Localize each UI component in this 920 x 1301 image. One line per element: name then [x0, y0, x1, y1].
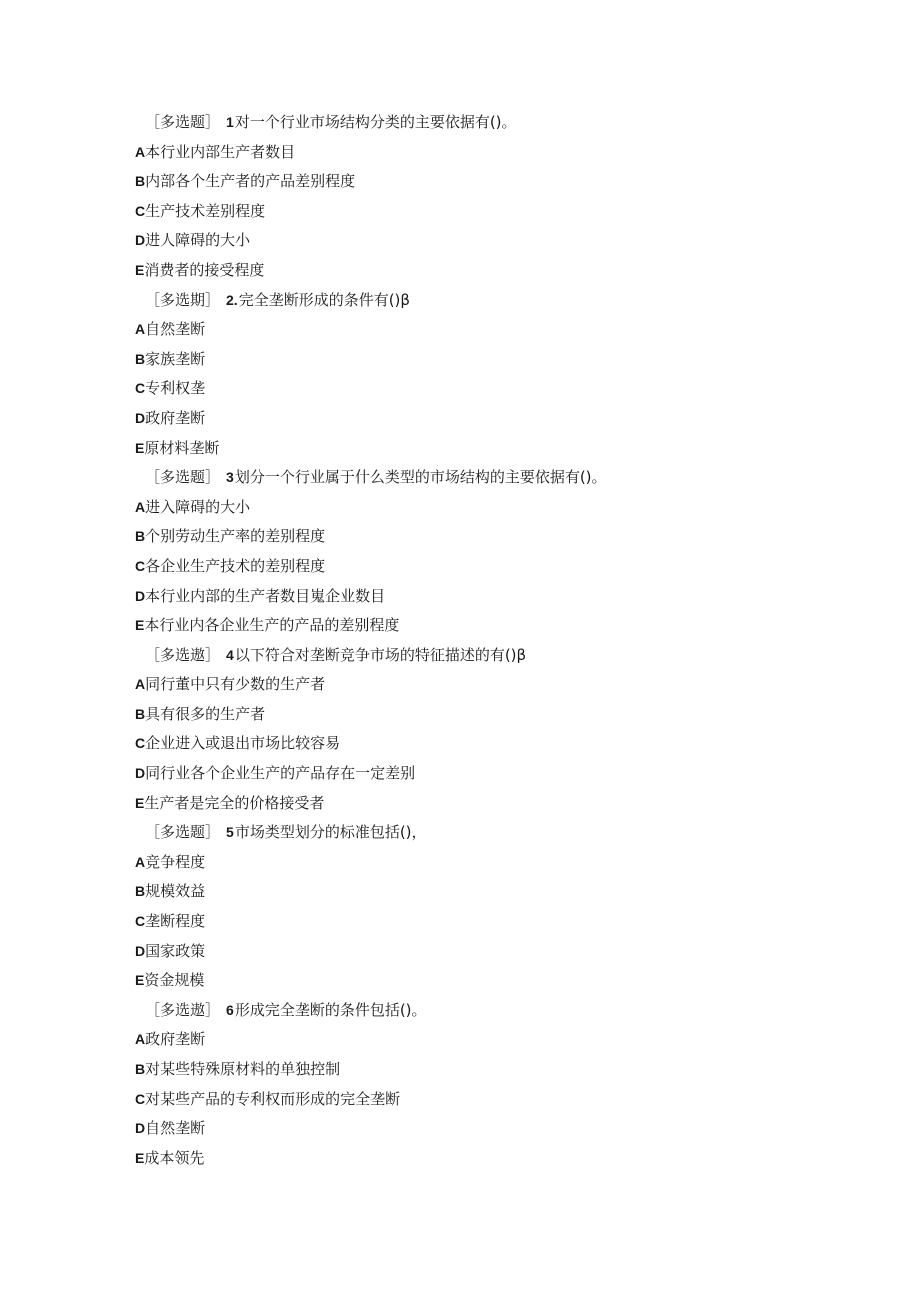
option-b	[0, 522, 920, 552]
option-letter: B	[135, 528, 146, 545]
option-d	[0, 1114, 920, 1144]
option-letter: D	[135, 587, 146, 604]
option-letter: D	[135, 409, 146, 426]
question-type-tag: ［多选遨］	[145, 1000, 221, 1019]
question-text: 形成完全垄断的条件包括()。	[234, 1000, 427, 1019]
option-text: 自然垄断	[145, 1119, 206, 1138]
option-c	[0, 197, 920, 227]
option-e	[0, 1144, 920, 1174]
option-text: 同行董中只有少数的生产者	[145, 675, 326, 694]
option-text: 进入障碍的大小	[145, 497, 251, 516]
option-text: 企业进入或退出市场比较容易	[145, 734, 341, 753]
question-5	[0, 818, 920, 848]
option-letter: E	[135, 794, 145, 811]
question-number: 5	[226, 824, 234, 841]
question-1	[0, 108, 920, 138]
option-letter: A	[135, 853, 146, 870]
option-d	[0, 404, 920, 434]
question-number: 4	[226, 646, 234, 663]
option-text: 对某些特殊原材料的单独控制	[145, 1060, 341, 1078]
option-text: 原材料垄断	[144, 438, 220, 457]
option-c	[0, 907, 920, 937]
option-a	[0, 848, 920, 878]
option-a	[0, 138, 920, 168]
question-text: 对一个行业市场结构分类的主要依据有()。	[234, 113, 517, 131]
option-text: 规模效益	[145, 882, 206, 901]
option-letter: E	[135, 261, 145, 278]
option-text: 同行业各个企业生产的产品存在一定差别	[145, 764, 416, 783]
option-letter: A	[135, 321, 146, 338]
option-d	[0, 226, 920, 256]
option-text: 国家政策	[145, 941, 206, 960]
option-e	[0, 789, 920, 819]
option-letter: B	[135, 1061, 146, 1077]
option-letter: C	[135, 380, 146, 397]
option-a	[0, 315, 920, 345]
option-text: 资金规模	[144, 971, 205, 990]
option-letter: E	[135, 1149, 145, 1166]
question-number: 3	[226, 469, 234, 486]
option-letter: D	[135, 1120, 146, 1137]
option-b	[0, 700, 920, 730]
option-text: 内部各个生产者的产品差别程度	[145, 172, 356, 191]
option-letter: D	[135, 765, 146, 782]
question-type-tag: ［多选期］	[145, 290, 221, 309]
option-c	[0, 552, 920, 582]
question-type-tag: ［多选遨］	[145, 645, 221, 664]
question-number: 2.	[226, 291, 238, 308]
option-text: 各企业生产技术的差别程度	[145, 556, 326, 575]
question-text: 市场类型划分的标准包括()，	[234, 823, 427, 842]
option-letter: E	[135, 617, 145, 634]
option-text: 生产者是完全的价格接受者	[144, 793, 325, 812]
option-b	[0, 877, 920, 907]
option-c	[0, 729, 920, 759]
option-text: 具有很多的生产者	[145, 704, 266, 723]
option-letter: D	[135, 232, 146, 249]
question-number: 1	[226, 114, 234, 130]
question-type-tag: ［多选题］	[145, 113, 221, 131]
option-letter: C	[135, 557, 146, 574]
option-text: 本行业内部的生产者数目嵬企业数目	[145, 586, 386, 605]
option-text: 专利权垄	[145, 379, 206, 398]
option-text: 成本领先	[144, 1148, 205, 1167]
option-e	[0, 611, 920, 641]
option-a	[0, 670, 920, 700]
option-letter: C	[135, 202, 146, 219]
option-e	[0, 256, 920, 286]
question-3	[0, 463, 920, 493]
option-letter: A	[135, 1031, 146, 1048]
option-letter: C	[135, 1090, 146, 1107]
option-text: 消费者的接受程度	[144, 260, 265, 279]
option-letter: B	[135, 883, 146, 900]
option-text: 政府垄断	[145, 1030, 206, 1049]
option-text: 本行业内各企业生产的产品的差别程度	[144, 616, 400, 635]
option-b	[0, 345, 920, 375]
option-text: 家族垄断	[145, 349, 206, 368]
option-letter: E	[135, 439, 145, 456]
option-a	[0, 1025, 920, 1055]
question-text: 以下符合对垄断竞争市场的特征描述的有()β	[234, 645, 527, 664]
option-text: 个别劳动生产率的差别程度	[145, 527, 326, 546]
question-text: 完全垄断形成的条件有()β	[238, 290, 410, 309]
option-text: 生产技术差别程度	[145, 201, 266, 220]
option-a	[0, 493, 920, 523]
question-4	[0, 641, 920, 671]
document-page	[0, 108, 920, 1173]
option-letter: B	[135, 173, 146, 190]
option-letter: C	[135, 913, 146, 930]
option-e	[0, 966, 920, 996]
option-text: 进人障碍的大小	[145, 231, 251, 250]
option-d	[0, 759, 920, 789]
option-b	[0, 1055, 920, 1085]
option-b	[0, 167, 920, 197]
option-letter: A	[135, 143, 146, 160]
option-text: 竞争程度	[145, 852, 206, 871]
option-letter: A	[135, 676, 146, 693]
option-c	[0, 374, 920, 404]
option-text: 政府垄断	[145, 408, 206, 427]
option-text: 垄断程度	[145, 912, 206, 931]
option-e	[0, 434, 920, 464]
question-type-tag: ［多选题］	[145, 823, 221, 842]
question-text: 划分一个行业属于什么类型的市场结构的主要依据有()。	[234, 468, 607, 487]
option-text: 自然垄断	[145, 320, 206, 339]
option-d	[0, 937, 920, 967]
option-letter: D	[135, 942, 146, 959]
question-number: 6	[226, 1001, 234, 1018]
option-text: 对某些产品的专利权而形成的完全垄断	[145, 1089, 401, 1108]
option-letter: A	[135, 498, 146, 515]
option-letter: C	[135, 735, 146, 752]
option-c	[0, 1085, 920, 1115]
option-d	[0, 582, 920, 612]
option-letter: E	[135, 972, 145, 989]
question-2	[0, 286, 920, 316]
question-type-tag: ［多选题］	[145, 468, 221, 487]
option-letter: B	[135, 705, 146, 722]
option-text: 本行业内部生产者数目	[145, 142, 296, 161]
option-letter: B	[135, 350, 146, 367]
question-6	[0, 996, 920, 1026]
